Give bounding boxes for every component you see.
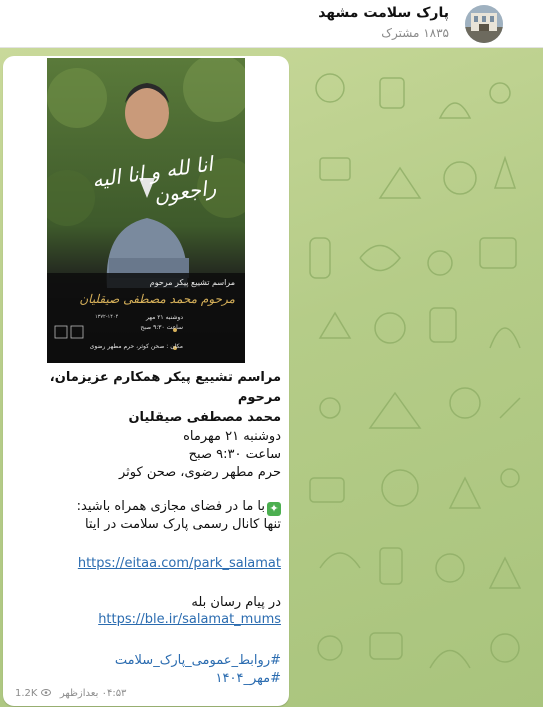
message-date: دوشنبه ۲۱ مهرماه — [183, 429, 281, 444]
poster-date: دوشنبه ۲۱ مهر — [146, 314, 183, 321]
sparkle-icon: ✦ — [267, 502, 281, 516]
hashtag-public-relations[interactable]: #روابط_عمومی_پارک_سلامت — [114, 653, 281, 668]
bale-link[interactable]: https://ble.ir/salamat_mums — [98, 612, 281, 627]
eitaa-link-row — [11, 555, 281, 573]
bale-link-row — [11, 611, 281, 629]
virtual-follow-text: با ما در فضای مجازی همراه باشید: — [76, 499, 265, 514]
message-timestamp: ۰۴:۵۳ بعدازظهر — [59, 688, 127, 699]
message-place: حرم مطهر رضوی، صحن کوثر — [118, 465, 281, 480]
eye-icon — [41, 689, 51, 696]
channel-header — [0, 0, 543, 48]
view-count: 1.2K — [15, 688, 38, 699]
message-title-line1: مراسم تشییع پیکر همکارم عزیزمان، مرحوم — [49, 370, 281, 405]
hashtag-row-2 — [11, 670, 281, 688]
subscriber-count: ۱۸۳۵ مشترک — [381, 26, 449, 40]
channel-avatar[interactable] — [465, 5, 503, 43]
channel-title[interactable]: پارک سلامت مشهد — [318, 5, 449, 21]
official-channel-text: تنها کانال رسمی پارک سلامت در ایتا — [84, 517, 281, 532]
poster-name: مرحوم محمد مصطفی صیقلیان — [79, 292, 235, 306]
message-title-line2: محمد مصطفی صیقلیان — [128, 410, 281, 425]
bale-text: در پیام رسان بله — [191, 595, 281, 610]
poster-venue: مکان : صحن کوثر، حرم مطهر رضوی — [89, 343, 183, 350]
hashtag-row-1 — [11, 652, 281, 670]
virtual-follow-line — [11, 498, 281, 516]
eitaa-link[interactable]: https://eitaa.com/park_salamat — [77, 556, 281, 571]
poster-title: مراسم تشییع پیکر مرحوم — [149, 278, 235, 287]
poster-calligraphy: انا لله و انا الیه راجعون — [90, 151, 218, 208]
poster-years: ۱۳۷۲-۱۴۰۴ — [95, 314, 119, 320]
funeral-poster-image[interactable] — [47, 58, 245, 363]
message-bubble[interactable] — [3, 56, 289, 706]
hashtag-mehr[interactable]: #مهر_۱۴۰۴ — [215, 671, 281, 686]
poster-time: ساعت ۹:۳۰ صبح — [140, 324, 183, 331]
message-time: ساعت ۹:۳۰ صبح — [188, 447, 281, 462]
message-meta — [9, 688, 126, 699]
message-title — [11, 368, 281, 428]
